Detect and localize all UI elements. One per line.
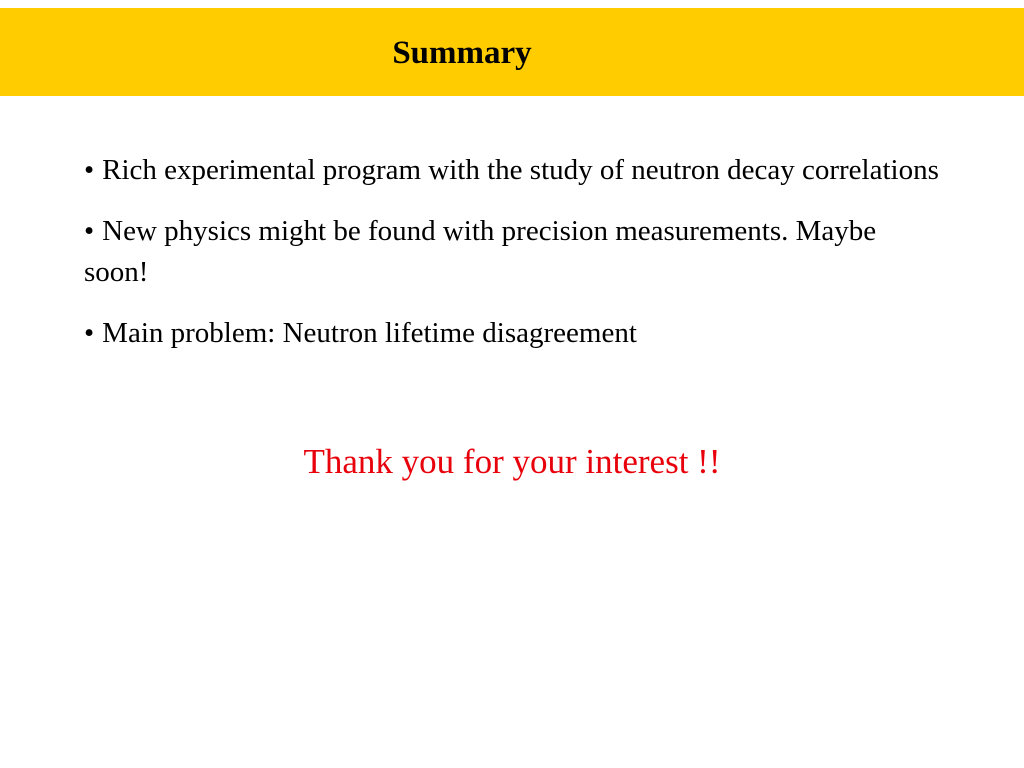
- bullet-item-1: [84, 150, 944, 191]
- bullet-symbol: •: [84, 317, 95, 349]
- bullet-text: New physics might be found with precision measurements. Maybe soon!: [84, 215, 877, 288]
- bullet-item-2: [84, 211, 944, 293]
- bullet-list: [84, 150, 944, 374]
- bullet-text: Rich experimental program with the study of neutron decay correlations: [102, 154, 939, 186]
- closing-message: Thank you for your interest !!: [303, 442, 721, 481]
- bullet-symbol: •: [84, 215, 95, 247]
- bullet-item-3: [84, 313, 944, 354]
- bullet-text: Main problem: Neutron lifetime disagreement: [102, 317, 637, 349]
- slide-title: Summary: [392, 35, 532, 71]
- bullet-symbol: •: [84, 154, 95, 186]
